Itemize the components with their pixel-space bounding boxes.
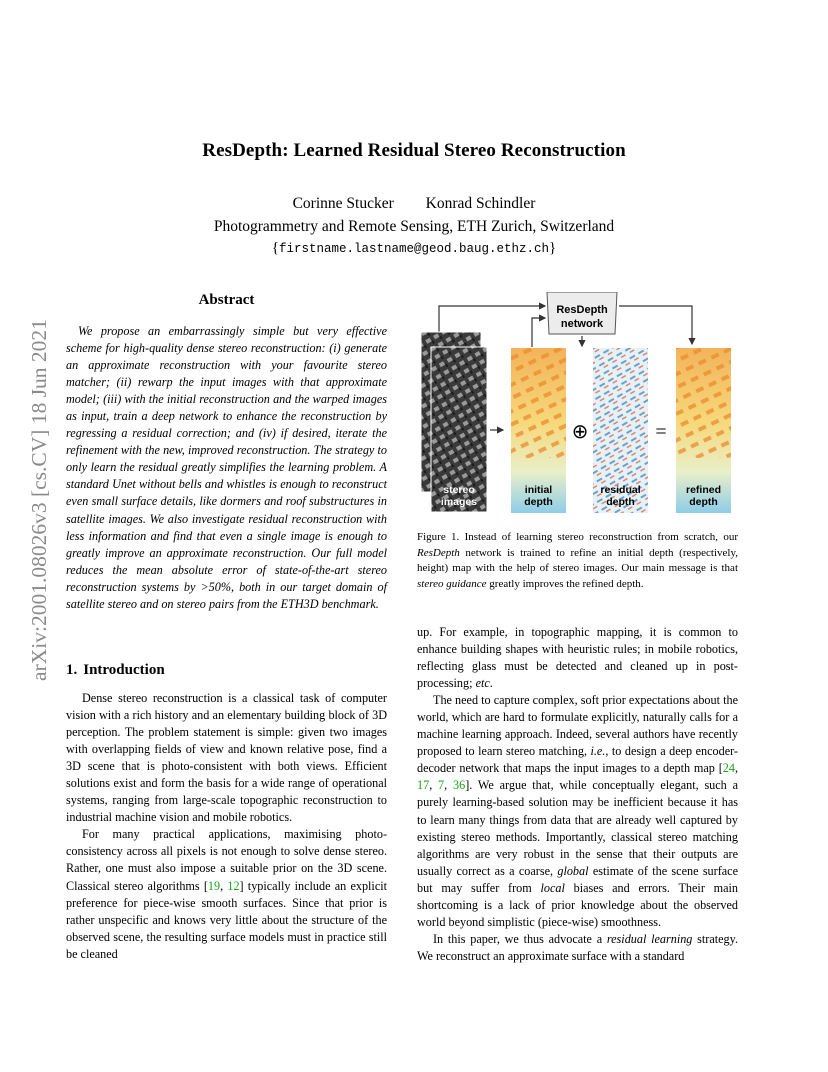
abstract-heading: Abstract (198, 292, 255, 308)
intro-right-column (417, 624, 738, 965)
text-run: For many practical applications, maximising photo-consistency across all pixels is not enough to solve dense stereo. Rather, one must also impose a suitable prior on the 3D scene. Classical stereo algorithms [ (66, 827, 387, 893)
section-number: 1. (66, 662, 78, 678)
network-label-1: ResDepth (556, 304, 608, 316)
panel-label-line: stereo (443, 484, 475, 496)
text-emphasis: global (557, 863, 589, 878)
abstract-text: We propose an embarrassingly simple but very effective scheme for high-quality dense stereo reconstruction: (i) generate an approximate reconstruction with your favourite stereo matcher; (ii) rewarp the input images with that approximate model; (iii) with the initial reconstruction and the warped images as input, train a deep network to enhance the reconstruction by regressing a residual correction; and (iv) if desired, iterate the refinement with the new, improved reconstruction. The strategy to only learn the residual greatly simplifies the learning problem. A standard Unet without bells and whistles is enough to reconstruct even small surface details, like dormers and roof substructures in satellite images. We also investigate residual reconstruction with less information and find that even a single image is enough to greatly improve an approximate reconstruction. Our full model reduces the mean absolute error of state-of-the-art stereo reconstruction systems by >50%, both in our target domain of satellite stereo and on stereo pairs from the ETH3D benchmark. (66, 324, 387, 611)
equals-symbol: = (655, 421, 667, 443)
figure-caption (417, 530, 738, 592)
caption-text: Figure 1. Instead of learning stereo reconstruction from scratch, our (417, 531, 738, 543)
text-run: In this paper, we thus advocate a (433, 931, 607, 946)
paragraph: Dense stereo reconstruction is a classical task of computer vision with a rich history and an elementary building block of 3D perception. The problem statement is simple: given two images with overlapping fields of view and known relative pose, find a 3D scene that is photo-consistent with both views. Efficient solutions exist and form the basis for a wide range of operational systems, ranging from large-scale topographic reconstruction to industrial machine vision and mobile robotics. (66, 691, 387, 825)
citation-link[interactable]: 17 (417, 778, 430, 793)
text-run: strategy. We reconstruct an approximate surface with a standard (417, 931, 738, 963)
author-name: Konrad Schindler (425, 195, 536, 212)
network-label-2: network (560, 318, 604, 330)
citation-link[interactable]: 24 (722, 761, 735, 776)
caption-text: network is trained to refine an initial depth (respectively, height) map with the help of stereo images. Our main message is that (417, 546, 738, 575)
email-line (0, 240, 828, 257)
paragraph (417, 931, 738, 965)
panel-label-line: residual (600, 484, 641, 496)
text-emphasis: residual learning (606, 931, 693, 946)
panel-label-line: depth (524, 496, 553, 508)
citation-link[interactable]: 36 (453, 778, 466, 793)
text-emphasis: etc (475, 676, 490, 691)
text-run: , to design a deep encoder-decoder network that maps the input images to a depth map [ (417, 744, 738, 776)
paragraph (417, 624, 738, 692)
section-heading (66, 662, 165, 679)
caption-emphasis: stereo guidance (417, 577, 487, 590)
email-brace-open: { (271, 240, 279, 256)
author-name: Corinne Stucker (292, 195, 394, 212)
panel-label-initial (511, 484, 566, 508)
text-run: estimate of the scene surface but may suffer from (417, 863, 738, 895)
citation-link[interactable]: 7 (438, 778, 445, 793)
text-run: . (489, 676, 493, 691)
section-title: Introduction (83, 662, 165, 678)
text-emphasis: local (540, 880, 565, 895)
panel-label-line: images (440, 496, 478, 508)
plus-symbol: ⊕ (571, 419, 589, 443)
resdepth-network-box (547, 292, 617, 334)
panel-label-refined (676, 484, 731, 508)
text-run: ]. We argue that, while conceptually elegant, such a purely learning-based solution may be inefficient because it has to learn many things from data that are already well captured by existing stereo methods. Importantly, classical stereo matching algorithms are very robust in the sense that their outputs are usually correct as a coarse, (417, 778, 738, 878)
text-run: up. For example, in topographic mapping, it is common to enhance building shapes with heuristic rules; in mobile robotics, reflecting glass must be detected and cleaned up in post-processing; (417, 625, 738, 691)
affiliation: Photogrammetry and Remote Sensing, ETH Zurich, Switzerland (213, 218, 615, 235)
citation-link[interactable]: 12 (227, 878, 240, 893)
paragraph (66, 826, 387, 962)
caption-emphasis: ResDepth (417, 546, 460, 559)
text-run: biases and errors. Their main shortcoming is a lack of prior knowledge about the observed world beyond simplistic (piece-wise) smoothness. (417, 880, 738, 929)
panel-label-line: depth (689, 496, 718, 508)
text-run: , (734, 761, 738, 776)
text-run: The need to capture complex, soft prior expectations about the world, which are hard to formulate explicitly, naturally calls for a machine learning approach. Indeed, several authors have recently proposed to learn stereo matching, (417, 693, 738, 759)
caption-text: greatly improves the refined depth. (486, 577, 644, 590)
paper-title: ResDepth: Learned Residual Stereo Reconstruction (202, 140, 626, 161)
text-run: , (444, 778, 453, 793)
text-emphasis: i.e. (590, 744, 606, 759)
panel-label-line: refined (685, 484, 721, 496)
author-list (0, 195, 828, 213)
citation-link[interactable]: 19 (207, 878, 221, 893)
text-run: , (220, 878, 228, 893)
arxiv-stamp: arXiv:2001.08026v3 [cs.CV] 18 Jun 2021 (27, 319, 51, 681)
panel-label-stereo (431, 484, 487, 508)
panel-label-line: depth (606, 496, 635, 508)
paragraph (417, 692, 738, 931)
text-run: ] typically include an explicit preference for piece-wise smooth surfaces. Since that prior is rather unspecific and knows very little about the structure of the observed scene, the resulting surface models must in practice still be cleaned (66, 878, 387, 961)
text-run: , (429, 778, 439, 793)
panel-label-line: initial (524, 484, 553, 496)
email-address: firstname.lastname@geod.baug.ethz.ch (278, 242, 550, 256)
intro-left-column (66, 690, 387, 963)
figure-1 (417, 292, 742, 517)
email-brace-close: } (549, 240, 557, 256)
panel-label-residual (593, 484, 648, 508)
